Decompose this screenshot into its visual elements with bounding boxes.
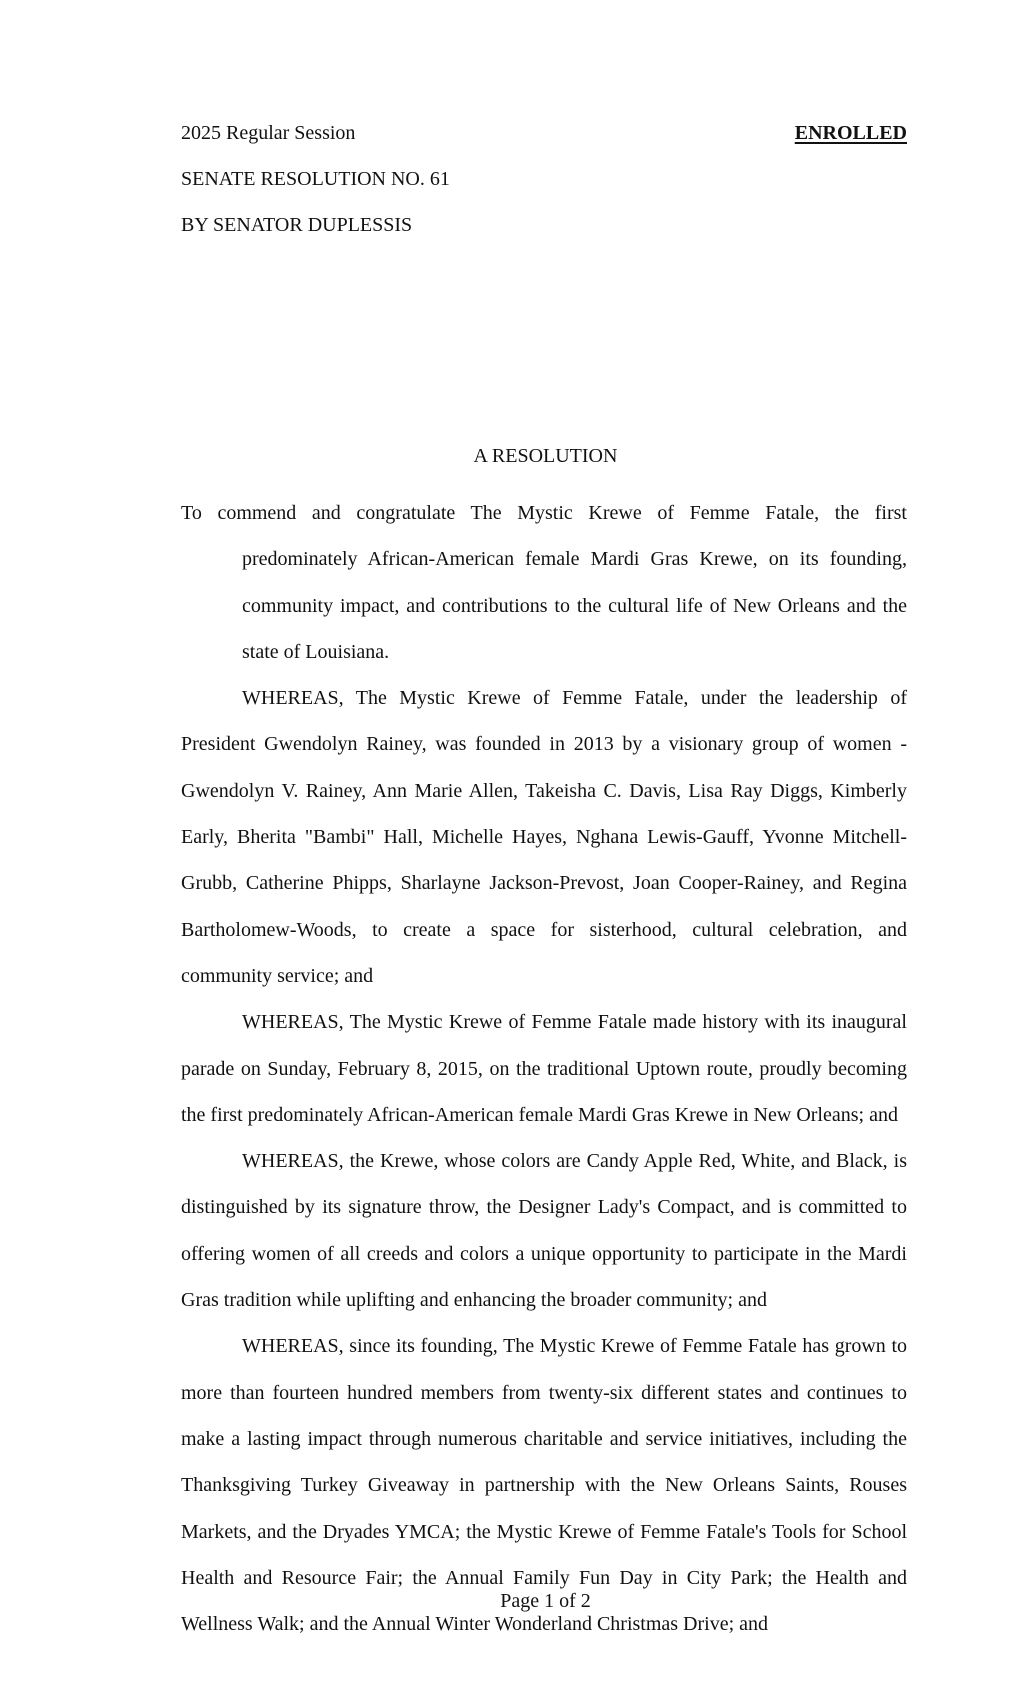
whereas-clause: WHEREAS, the Krewe, whose colors are Candy Apple Red, White, and Black, is distinguished by its signature throw, the Designer Lady's Compact, and is committed to offering women of all creeds and colors a unique opportunity to participate in the Mardi Gras tradition while uplifting and enhancing the broader community; and <box>181 1150 907 1312</box>
resolution-number: SENATE RESOLUTION NO. 61 <box>181 168 450 190</box>
whereas-clause: WHEREAS, The Mystic Krewe of Femme Fatale made history with its inaugural parade on Sunday, February 8, 2015, on the traditional Uptown route, proudly becoming the first predominately African-American female Mardi Gras Krewe in New Orleans; and <box>181 1011 907 1126</box>
whereas-clause: WHEREAS, The Mystic Krewe of Femme Fatale, under the leadership of President Gwendolyn Rainey, was founded in 2013 by a visionary group of women - Gwendolyn V. Rainey, Ann Marie Allen, Takeisha C. Davis, Lisa Ray Diggs, Kimberly Early, Bherita "Bambi" Hall, Michelle Hayes, Nghana Lewis-Gauff, Yvonne Mitchell-Grubb, Catherine Phipps, Sharlayne Jackson-Prevost, Joan Cooper-Rainey, and Regina Bartholomew-Woods, to create a space for sisterhood, cultural celebration, and community service; and <box>181 687 907 987</box>
purpose-clause: To commend and congratulate The Mystic Krewe of Femme Fatale, the first predominately African-American female Mardi Gras Krewe, on its founding, community impact, and contributions to the cultural life of New Orleans and the state of Louisiana. <box>181 502 907 663</box>
page-number: Page 1 of 2 <box>500 1590 591 1612</box>
enrolled-status: ENROLLED <box>794 122 907 144</box>
document-title: A RESOLUTION <box>473 445 618 467</box>
header-row <box>181 121 907 145</box>
author-line: BY SENATOR DUPLESSIS <box>181 214 413 236</box>
session-label: 2025 Regular Session <box>181 122 356 144</box>
whereas-clause: WHEREAS, since its founding, The Mystic Krewe of Femme Fatale has grown to more than fourteen hundred members from twenty-six different states and continues to make a lasting impact through numerous charitable and service initiatives, including the Thanksgiving Turkey Giveaway in partnership with the New Orleans Saints, Rouses Markets, and the Dryades YMCA; the Mystic Krewe of Femme Fatale's Tools for School Health and Resource Fair; the Annual Family Fun Day in City Park; the Health and Wellness Walk; and the Annual Winter Wonderland Christmas Drive; and <box>181 1335 907 1636</box>
resolution-body <box>181 490 907 1647</box>
